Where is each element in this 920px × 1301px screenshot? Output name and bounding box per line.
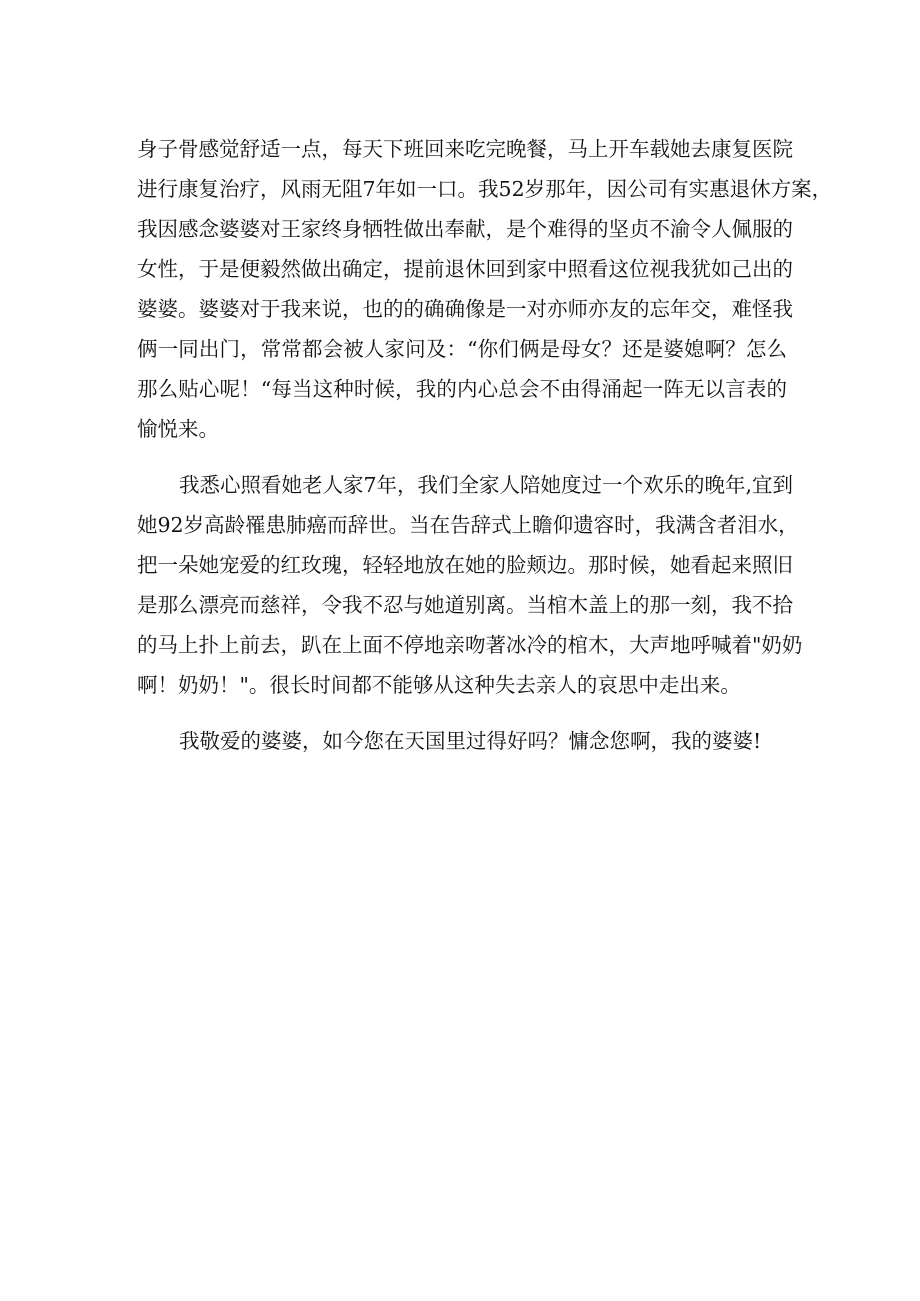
paragraph-line: 她92岁高龄罹患肺癌而辞世。当在告辞式上瞻仰遗容时，我满含者泪水，: [137, 513, 799, 537]
paragraph-spacer: [137, 449, 787, 465]
article-body: [137, 129, 833, 761]
paragraph-line: 啊！奶奶！"。很长时间都不能够从这种失去亲人的哀思中走出来。: [137, 673, 741, 697]
paragraph-line: 我悉心照看她老人家7年，我们全家人陪她度过一个欢乐的晚年,宜到: [179, 473, 794, 497]
paragraph-line: 那么贴心呢！“每当这种时候，我的内心总会不由得涌起一阵无以言表的: [137, 377, 787, 401]
paragraph-line: 身子骨感觉舒适一点，每天下班回来吃完晚餐，马上开车载她去康复医院: [137, 137, 793, 161]
paragraph-3: [137, 721, 787, 761]
paragraph-line: 愉悦来。: [137, 417, 219, 441]
paragraph-line: 我因感念婆婆对王家终身牺牲做出奉献，是个难得的坚贞不渝令人佩服的: [137, 217, 793, 241]
paragraph-line: 是那么漂亮而慈祥，令我不忍与她道别离。当棺木盖上的那一刻，我不拾: [137, 593, 793, 617]
paragraph-line: 女性，于是便毅然做出确定，提前退休回到家中照看这位视我犹如己出的: [137, 257, 793, 281]
paragraph-line: 婆婆。婆婆对于我来说，也的的确确像是一对亦师亦友的忘年交，难怪我: [137, 297, 793, 321]
paragraph-line: 我敬爱的婆婆，如今您在天国里过得好吗？慵念您啊，我的婆婆!: [179, 729, 762, 753]
paragraph-line: 俩一同出门，常常都会被人家问及：“你们俩是母女？还是婆媳啊？怎么: [137, 337, 787, 361]
paragraph-line: 进行康复治疗，风雨无阻7年如一口。我52岁那年，因公司有实惠退休方案，: [137, 177, 833, 201]
paragraph-spacer: [137, 705, 787, 721]
paragraph-2: [137, 465, 803, 705]
paragraph-line: 把一朵她宠爱的红玫瑰，轻轻地放在她的脸颊边。那时候，她看起来照旧: [137, 553, 793, 577]
paragraph-1: [137, 129, 833, 449]
paragraph-line: 的马上扑上前去，趴在上面不停地亲吻著冰冷的棺木，大声地呼喊着"奶奶: [137, 633, 803, 657]
